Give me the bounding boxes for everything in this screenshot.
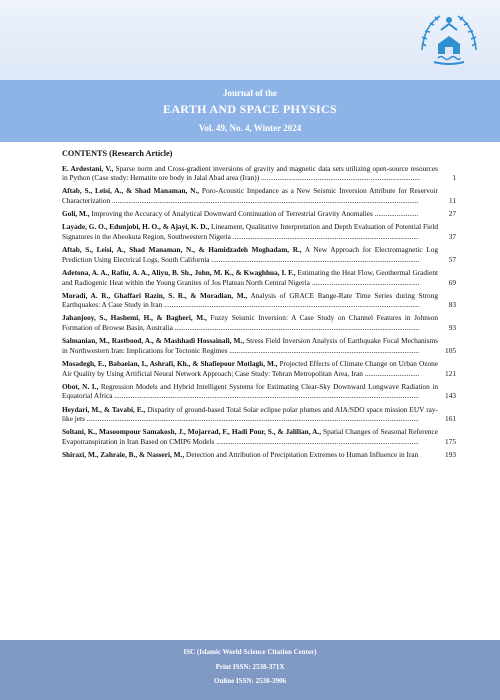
entry-page-number: 69	[448, 277, 456, 287]
entry-title: Analysis of GRACE Range-Rate Time Series during Strong Earthquakes: A Case Study in Iran	[62, 290, 438, 310]
footer-banner	[0, 640, 500, 700]
volume-label: Vol. 49, No. 4, Winter 2024	[198, 123, 302, 133]
journal-header-banner	[0, 80, 500, 142]
leader-dots: ......................................................................................................	[230, 231, 419, 241]
entry-authors: Aftab, S., Leisi, A., & Shad Manaman, N.,	[62, 186, 200, 196]
leader-dots: ........................	[372, 209, 419, 219]
entry-authors: Layade, G. O., Edunjobi, H. O., & Ajayi, K. D.,	[62, 222, 210, 232]
entry-title: Lineament, Qualitative Interpretation and Depth Evaluation of Potential Field Signatures in the Abeokuta Region, Southwestern Nigeria	[62, 222, 438, 241]
entry-page-number: 83	[448, 300, 456, 310]
entry-authors: Moradi, A. R., Ghaffari Razin, S. R., & Moradian, M.,	[62, 290, 248, 300]
entry-title: Spatial Changes of Seasonal Reference Evapotranspiration in Iran Based on CMIP6 Models	[62, 427, 438, 446]
contents-entry[interactable]	[62, 222, 456, 241]
leader-dots: ......................................................................................................................................................................................	[84, 414, 419, 424]
contents-entry[interactable]	[62, 291, 456, 310]
entry-title: Estimating the Heat Flow, Geothermal Gradient and Radiogenic Heat within the Young Granites of Jos Plateau North Central Nigeria	[62, 267, 438, 287]
entry-authors: Jahanjooy, S., Hashemi, H., & Bagheri, M.,	[62, 313, 207, 323]
contents-title: CONTENTS (Research Article)	[62, 149, 173, 158]
journal-name: EARTH AND SPACE PHYSICS	[163, 102, 337, 116]
entry-authors: Salmanian, M., Rastbood, A., & Mashhadi Hossainali, M.,	[62, 336, 245, 346]
contents-entry[interactable]	[62, 382, 456, 401]
entry-title: Fuzzy Seismic Inversion: A Case Study on Channel Features in Johnson Formation of Browse Basin, Australia	[62, 313, 439, 333]
leader-dots: ........................................................................................................................................................................	[110, 195, 419, 205]
contents-entry[interactable]	[62, 186, 456, 205]
entry-page-number: 175	[445, 436, 456, 446]
entry-page-number: 11	[448, 195, 456, 205]
entry-authors: Goli, M.,	[62, 209, 90, 219]
contents-entry[interactable]	[62, 245, 456, 264]
online-issn: Online ISSN: 2538-3906	[214, 677, 286, 685]
entry-page-number: 93	[448, 323, 456, 333]
entry-authors: Soltani, K., Masoompour Samakosh, J., Mojarrad, F., Hadi Pour, S., & Jalilian, A.,	[62, 427, 322, 437]
entry-authors: Heydari, M., & Tavabi, E.,	[62, 404, 146, 414]
entry-title: Poro-Acoustic Impedance as a New Seismic Inversion Attribute for Reservoir Characterization	[62, 186, 438, 205]
contents-entry[interactable]	[62, 450, 456, 460]
entry-title: Stress Field Inversion Analysis of Earthquake Focal Mechanisms in Northwestern Iran: Implications for Tectonic Regimes	[62, 336, 438, 355]
contents-entry[interactable]	[62, 359, 456, 378]
entry-title: Projected Effects of Climate Change on Urban Ozone Air Quality by Using Artificial Neural Network Approach; Case Study: Tehran Metropolitan Area, Iran	[62, 359, 438, 378]
entry-authors: Shirazi, M., Zahraie, B., & Nasseri, M.,	[62, 450, 185, 460]
leader-dots: ..............................	[362, 368, 420, 378]
leader-dots: ........................................................................................................	[227, 345, 420, 355]
entry-authors: Obot, N. I.,	[62, 381, 99, 391]
print-issn: Print ISSN: 2538-371X	[215, 663, 285, 671]
contents-entry[interactable]	[62, 209, 456, 219]
leader-dots: ...........................................................	[309, 277, 420, 287]
contents-entry[interactable]	[62, 313, 456, 332]
contents-entry[interactable]	[62, 164, 456, 183]
leader-dots: ..................................................................................................................	[209, 254, 420, 264]
entry-title: Improving the Accuracy of Analytical Downward Continuation of Terrestrial Gravity Anomalies	[89, 209, 373, 219]
leader-dots: .......................................................................................	[259, 173, 420, 183]
leader-dots: .......................................................................................................................................................................	[112, 391, 419, 401]
entry-title: Detection and Attribution of Precipitation Extremes to Human Influence in Iran	[184, 450, 419, 460]
university-of-tehran-emblem-icon	[414, 6, 484, 72]
entry-authors: Adetona, A. A., Rafiu, A. A., Aliyu, B. Sh., John, M. K., & Kwaghhua, I. F.,	[62, 267, 296, 277]
isc-label: ISC (Islamic World Science Citation Center)	[183, 648, 317, 656]
entry-page-number: 37	[448, 231, 456, 241]
entry-page-number: 121	[445, 368, 456, 378]
contents-entry[interactable]	[62, 427, 456, 446]
leader-dots: ............................................................................................................................................	[162, 300, 420, 310]
entry-title: Sparse norm and Cross-gradient inversions of gravity and magnetic data sets utilizing open-source resources in Python (Case study: Hematite ore body in Jalal Abad area (Iran))	[62, 163, 438, 183]
entry-page-number: 27	[448, 209, 456, 219]
entry-authors: E. Ardestani, V.,	[62, 163, 114, 173]
entry-title: A New Approach for Electromagnetic Log Prediction Using Electrical Logs, South California	[62, 245, 438, 264]
entry-page-number: 57	[448, 254, 456, 264]
entry-page-number: 1	[452, 173, 456, 183]
contents-entry[interactable]	[62, 268, 456, 287]
entry-page-number: 143	[445, 391, 456, 401]
contents-entry[interactable]	[62, 336, 456, 355]
entry-title: Disparity of ground-based Total Solar eclipse polar plumes and AIA/SDO space mission EUV ray-like jets	[62, 404, 438, 424]
contents-entry[interactable]	[62, 405, 456, 424]
leader-dots: ...............................................................................................................	[214, 436, 419, 446]
entry-title: Regression Models and Hybrid Intelligent Systems for Estimating Clear-Sky Downward Longwave Radiation in Equatorial Africa	[62, 381, 439, 401]
contents-list	[62, 149, 456, 463]
entry-page-number: 161	[445, 414, 456, 424]
entry-authors: Aftab, S., Leisi, A., Shad Manaman, N., & Hamidzadeh Moghadam, R.,	[62, 245, 302, 255]
leader-dots: ......................................................................................................................................	[172, 323, 420, 333]
entry-page-number: 193	[445, 450, 456, 460]
entry-authors: Mosadegh, E., Babaeian, I., Ashrafi, Kh., & Shafiepour Motlagh, M.,	[62, 359, 278, 369]
journal-of-label: Journal of the	[223, 88, 277, 98]
entry-page-number: 105	[445, 345, 456, 355]
